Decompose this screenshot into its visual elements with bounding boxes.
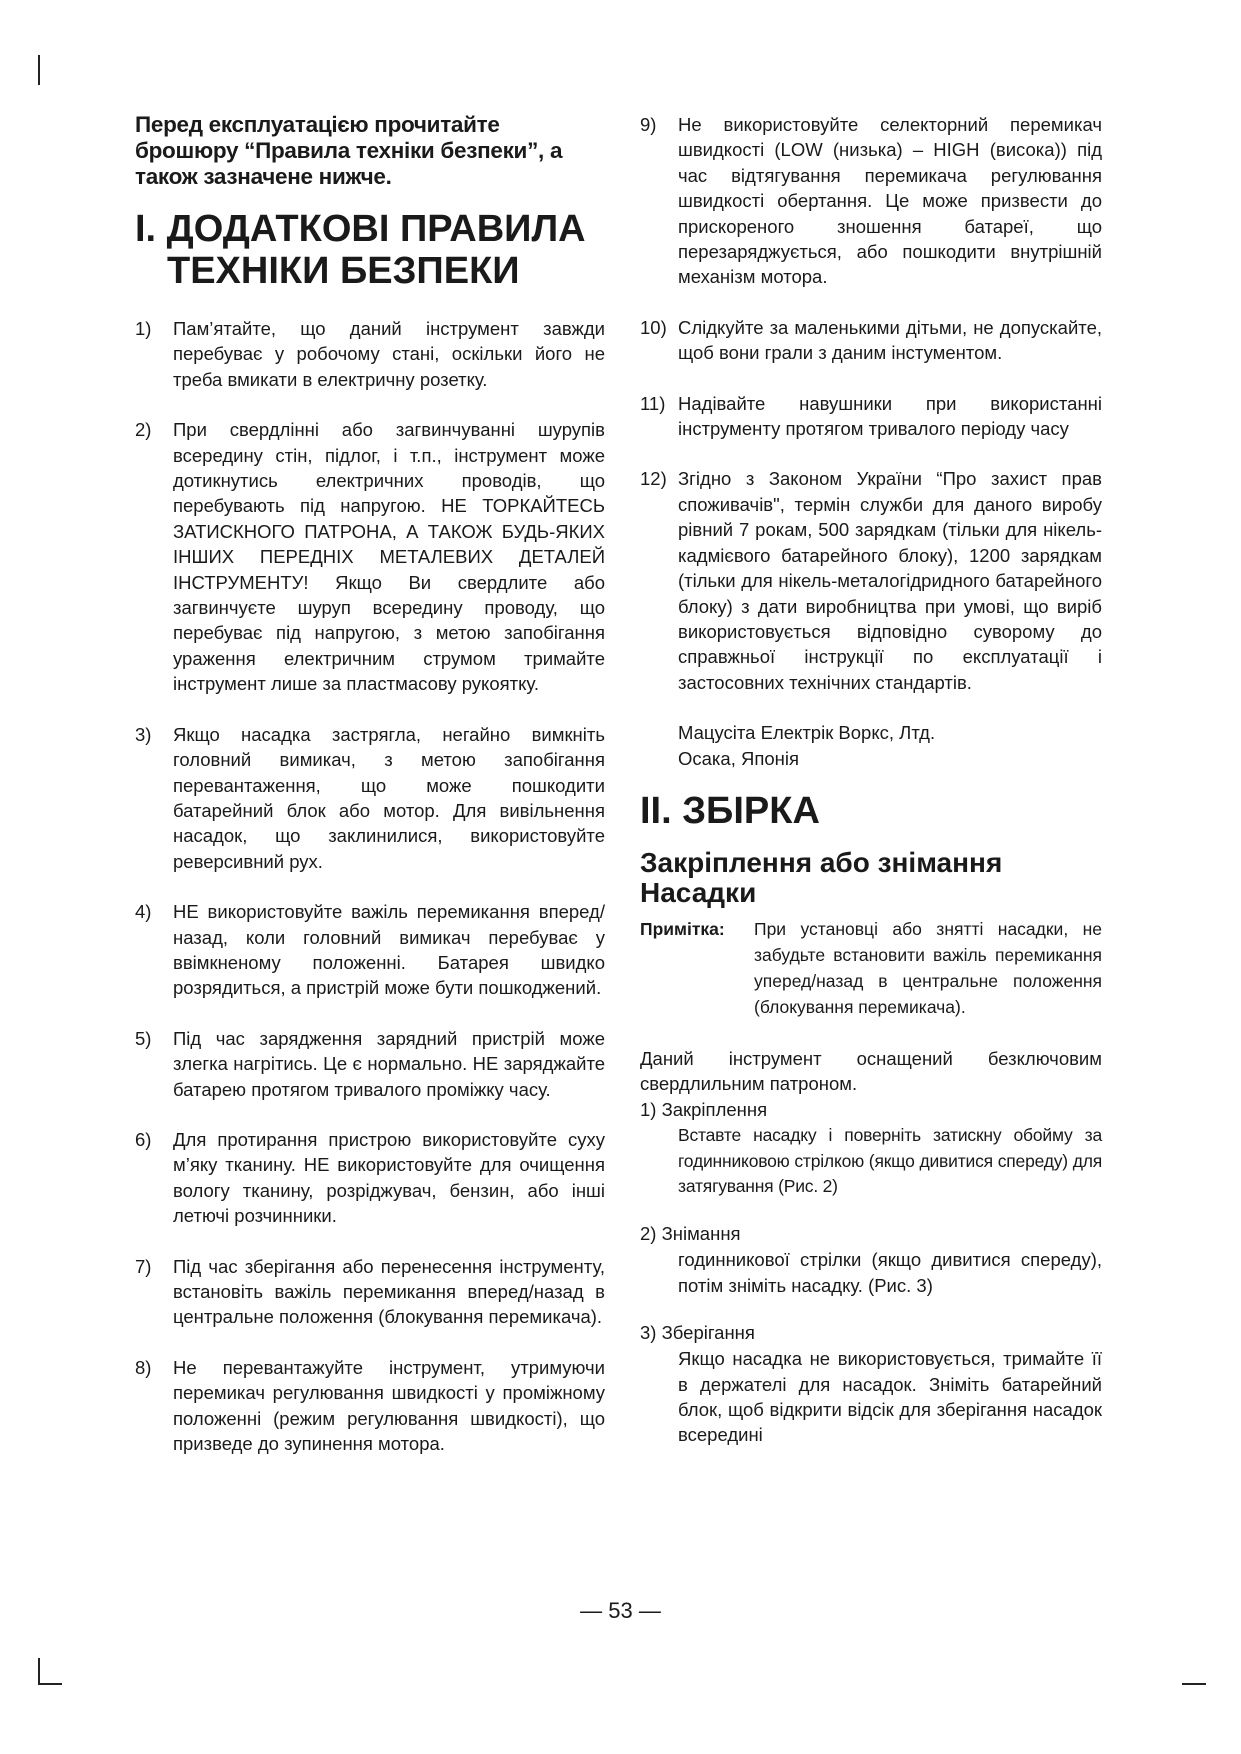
- page-number: — 53 —: [580, 1598, 661, 1623]
- item-number: 9): [640, 114, 657, 135]
- list-item: [640, 112, 1102, 290]
- manufacturer-signature: [640, 720, 1102, 772]
- item-number: 1): [135, 318, 152, 339]
- section-1-title-line2: ТЕХНІКИ БЕЗПЕКИ: [167, 250, 520, 292]
- item-number: 2): [135, 419, 152, 441]
- section-1-title-line1: I. ДОДАТКОВІ ПРАВИЛА: [135, 208, 586, 250]
- item-number: 7): [135, 1255, 152, 1277]
- list-item: [135, 1127, 605, 1229]
- note-block: [640, 916, 1102, 1020]
- item-text: Не перевантажуйте інструмент, утримуючи перемикач регулювання швидкості у проміжному положенні (режим регулювання швидкості), що призведе до зупинення мотора.: [173, 1356, 605, 1455]
- company-city: Осака, Японія: [678, 748, 800, 770]
- item-text: При свердлінні або загвинчуванні шурупів всередину стін, підлог, і т.п., інструмент може дотикнутись електричних проводів, що перебувають під напругою. НЕ ТОРКАЙТЕСЬ ЗАТИСКНОГО ПАТРОНА, А ТАКОЖ БУДЬ-ЯКИХ ІНШИХ ПЕРЕДНІХ МЕТАЛЕВИХ ДЕТАЛЕЙ ІНСТРУМЕНТУ! Якщо Ви свердлите або загвинчуєте шуруп всередину проводу, що перебуває під напругою, з метою запобігання ураження електричним струмом тримайте інструмент лише за пластмасову рукоятку.: [173, 419, 605, 695]
- list-item: [640, 391, 1102, 442]
- item-text: Якщо насадка застрягла, негайно вимкніть головний вимикач, з метою запобігання перевантаження, що може пошкодити батарейний блок або мотор. Для вивільнення насадок, що заклинилися, використовуйте реверсивний рух.: [173, 723, 605, 872]
- step-text: Якщо насадка не використовується, тримайте її в держателі для насадок. Зніміть батарейний блок, щоб відкрити відсік для зберігання насадок всередині: [678, 1348, 1102, 1446]
- crop-mark-bottom-right-h: [1182, 1683, 1206, 1685]
- note-text: При установці або знятті насадки, не забудьте встановити важіль перемикання уперед/назад в центральне положення (блокування перемикача).: [754, 919, 1102, 1018]
- section-2-subtitle: Закріплення або знімання Насадки: [640, 847, 1003, 909]
- item-number: 4): [135, 901, 152, 923]
- item-number: 8): [135, 1356, 152, 1378]
- section-2-title: II. ЗБІРКА: [640, 790, 820, 833]
- item-number: 6): [135, 1128, 152, 1150]
- chuck-paragraph: Даний інструмент оснащений безключовим свердлильним патроном.: [640, 1048, 1102, 1095]
- item-text: Згідно з Законом України “Про захист прав споживачів", термін служби для даного виробу рівний 7 рокам, 500 зарядкам (тільки для нікель-кадмієвого батарейного блоку), 1200 зарядкам (тільки для нікель-металогідридного батарейного блоку) з дати виробництва при умові, що виріб використовується відповідно суворому до справжньої інструкції по експлуатації і застосовних технічних стандартів.: [678, 468, 1102, 693]
- crop-mark-bottom-left-v: [38, 1658, 40, 1684]
- item-number: 5): [135, 1027, 152, 1049]
- crop-mark-bottom-left-h: [38, 1683, 62, 1685]
- list-item: [135, 1254, 605, 1330]
- item-number: 10): [640, 316, 667, 338]
- step-text: годинникової стрілки (якщо дивитися спереду), потім зніміть насадку. (Рис. 3): [678, 1249, 1102, 1296]
- list-item: [640, 315, 1102, 366]
- item-text: Під час зберігання або перенесення інструменту, встановіть важіль перемикання вперед/назад в центральне положення (блокування перемикача).: [173, 1255, 605, 1328]
- section-1-title: [135, 208, 605, 292]
- crop-mark-top-left: [38, 55, 40, 85]
- list-item: [640, 466, 1102, 695]
- item-text: Пам’ятайте, що даний інструмент завжди перебуває у робочому стані, оскільки його не треба вмикати в електричну розетку.: [173, 318, 605, 390]
- item-number: 12): [640, 468, 667, 490]
- intro-text: Перед експлуатацією прочитайте брошюру “Правила техніки безпеки”, а також зазначене нижче.: [135, 112, 563, 189]
- right-column: [640, 112, 1102, 1470]
- list-item: [135, 316, 605, 392]
- note-label: Примітка:: [640, 919, 725, 940]
- list-item: [135, 1026, 605, 1102]
- list-item: [135, 1355, 605, 1457]
- item-text: Для протирання пристрою використовуйте суху м’яку тканину. НЕ використовуйте для очищення вологу тканину, розріджувач, бензин, або інші летючі розчинники.: [173, 1128, 605, 1227]
- list-item: [135, 899, 605, 1001]
- item-text: Надівайте навушники при використанні інструменту протягом тривалого періоду часу: [678, 392, 1102, 440]
- item-text: Слідкуйте за маленькими дітьми, не допускайте, щоб вони грали з даним інстументом.: [678, 316, 1102, 364]
- step-heading: 1) Закріплення: [640, 1099, 768, 1121]
- company-name: Мацусіта Електрік Воркс, Лтд.: [678, 722, 936, 744]
- step-text: Вставте насадку і поверніть затискну обойму за годинниковою стрілкою (якщо дивитися спереду) для затягування (Рис. 2): [678, 1125, 1102, 1196]
- list-item: [135, 417, 605, 696]
- item-number: 11): [640, 392, 666, 414]
- item-number: 3): [135, 723, 152, 745]
- item-text: Під час зарядження зарядний пристрій може злегка нагрітись. Це є нормально. НЕ заряджайте батарею протягом тривалого проміжку часу.: [173, 1027, 605, 1100]
- item-text: НЕ використовуйте важіль перемикання вперед/назад, коли головний вимикач перебуває у ввімкненому положенні. Батарея швидко розрядиться, а пристрій може бути пошкоджений.: [173, 901, 605, 999]
- left-column: [135, 112, 605, 1481]
- step-heading: 3) Зберігання: [640, 1322, 755, 1344]
- list-item: [135, 722, 605, 874]
- step-heading: 2) Знімання: [640, 1223, 741, 1245]
- item-text: Не використовуйте селекторний перемикач швидкості (LOW (низька) – HIGH (висока)) під час відтягування перемикача регулювання швидкості обертання. Це може призвести до прискореного зношення батареї, що перезаряджується, або пошкодити внутрішній механізм мотора.: [678, 114, 1102, 288]
